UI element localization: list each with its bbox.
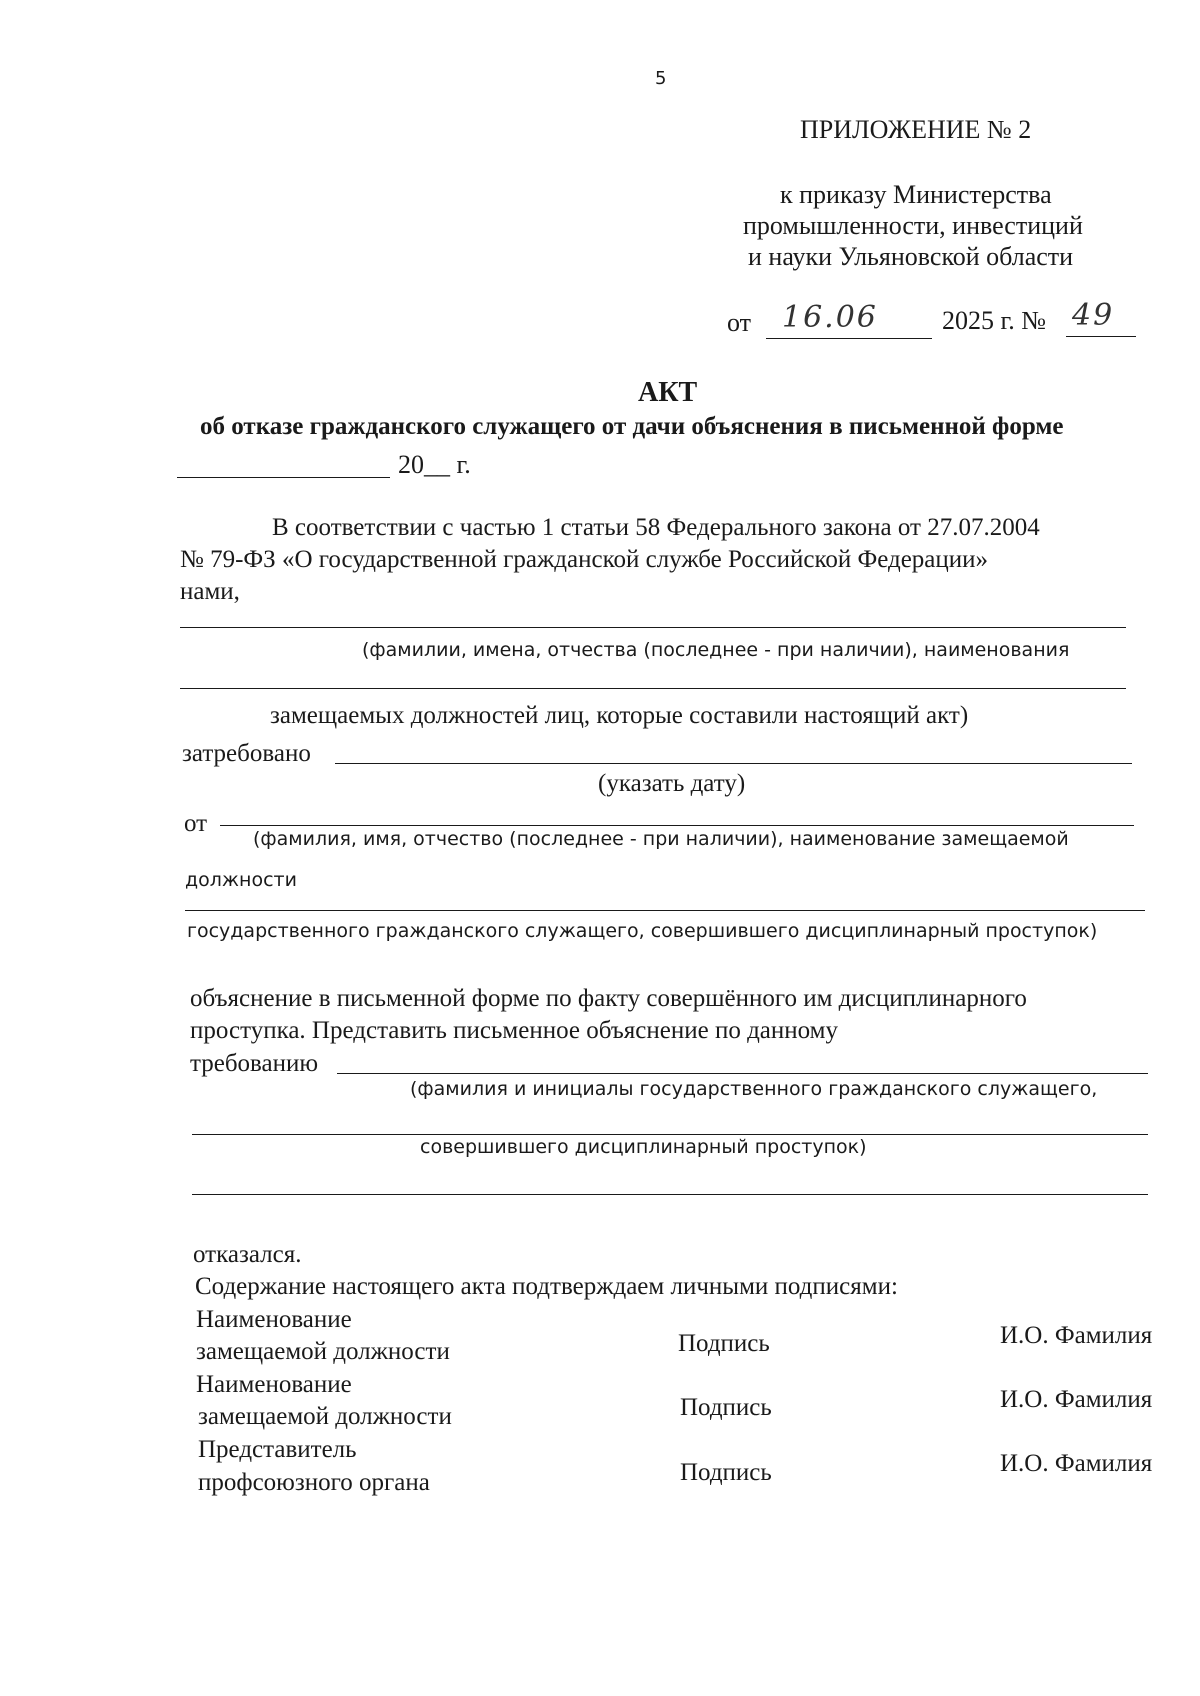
requirement-line (337, 1073, 1148, 1074)
hint-initials: (фамилия и инициалы государственного гражданского служащего, (410, 1078, 1098, 1100)
paragraph-2-line-2: проступка. Представить письменное объяснение по данному (190, 1017, 838, 1044)
initials-line-2 (192, 1194, 1148, 1195)
employee-line (185, 910, 1145, 911)
appendix-line-2: промышленности, инвестиций (743, 211, 1083, 240)
act-title: АКТ (638, 377, 698, 408)
paragraph-1-line-1: В соответствии с частью 1 статьи 58 Федерального закона от 27.07.2004 (272, 514, 1040, 541)
signature-3-role-line-2: профсоюзного органа (198, 1469, 430, 1496)
act-date-year: 20__ г. (398, 450, 471, 479)
signature-3-sign: Подпись (680, 1459, 772, 1486)
appendix-line-1: к приказу Министерства (780, 180, 1052, 209)
signature-2-sign: Подпись (680, 1394, 772, 1421)
act-date-line (177, 477, 390, 478)
initials-line-1 (192, 1134, 1148, 1135)
requested-date-line (335, 763, 1132, 764)
hint-employee-cont: государственного гражданского служащего, совершившего дисциплинарный проступок) (187, 920, 1098, 942)
act-subtitle: об отказе гражданского служащего от дачи объяснения в письменной форме (200, 413, 1064, 440)
order-date-handwritten: 16.06 (782, 300, 878, 335)
from-line (220, 825, 1134, 826)
signature-2-name: И.О. Фамилия (1000, 1386, 1153, 1413)
signature-2-role-line-2: замещаемой должности (198, 1403, 452, 1430)
page-number: 5 (655, 68, 667, 89)
order-date-prefix: от (727, 308, 752, 337)
signature-3-role-line-1: Представитель (198, 1436, 357, 1463)
order-date-line (766, 338, 932, 339)
hint-positions: замещаемых должностей лиц, которые составили настоящий акт) (270, 702, 969, 729)
signature-1-role-line-2: замещаемой должности (196, 1338, 450, 1365)
appendix-title: ПРИЛОЖЕНИЕ № 2 (800, 115, 1032, 144)
paragraph-1-line-3: нами, (180, 578, 240, 605)
hint-date: (указать дату) (598, 770, 746, 797)
hint-names: (фамилии, имена, отчества (последнее - при наличии), наименования (362, 639, 1070, 661)
paragraph-2-line-1: объяснение в письменной форме по факту совершённого им дисциплинарного (190, 985, 1027, 1012)
from-label: от (184, 810, 208, 837)
signature-1-sign: Подпись (678, 1330, 770, 1357)
names-line-2 (180, 688, 1126, 689)
signature-1-name: И.О. Фамилия (1000, 1322, 1153, 1349)
order-year-number-label: 2025 г. № (942, 306, 1047, 335)
order-number-line (1066, 336, 1136, 337)
refused-text: отказался. (193, 1241, 302, 1268)
appendix-line-3: и науки Ульяновской области (748, 242, 1074, 271)
hint-employee: (фамилия, имя, отчество (последнее - при наличии), наименование замещаемой (253, 828, 1069, 850)
confirm-text: Содержание настоящего акта подтверждаем личными подписями: (195, 1273, 898, 1300)
hint-initials-cont: совершившего дисциплинарный проступок) (420, 1136, 867, 1158)
signature-2-role-line-1: Наименование (196, 1371, 352, 1398)
paragraph-1-line-2: № 79-ФЗ «О государственной гражданской службе Российской Федерации» (180, 546, 989, 573)
requirement-label: требованию (190, 1050, 319, 1077)
requested-label: затребовано (182, 740, 311, 767)
signature-1-role-line-1: Наименование (196, 1306, 352, 1333)
order-number-handwritten: 49 (1072, 298, 1115, 333)
hint-position-word: должности (185, 869, 297, 891)
names-line-1 (180, 627, 1126, 628)
signature-3-name: И.О. Фамилия (1000, 1450, 1153, 1477)
